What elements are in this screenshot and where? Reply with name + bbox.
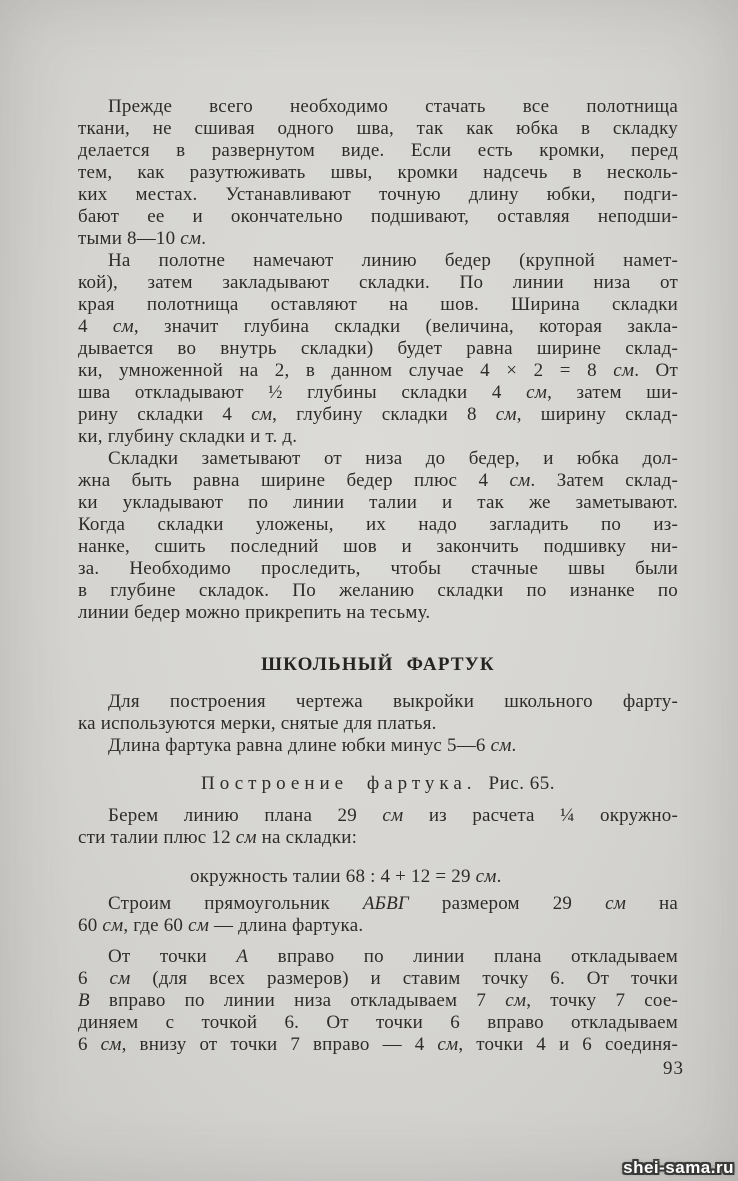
text-line: Берем линию плана 29 см из расчета ¼ окружно- bbox=[108, 805, 678, 826]
text-line: На полотне намечают линию бедер (крупной намет- bbox=[108, 250, 678, 271]
sub-heading bbox=[78, 773, 678, 795]
text-block bbox=[78, 96, 678, 1056]
text-line: диняем с точкой 6. От точки 6 вправо откладываем bbox=[78, 1012, 678, 1033]
text-line: линии бедер можно прикрепить на тесьму. bbox=[78, 602, 431, 623]
sub-heading-title: Построение фартука. bbox=[201, 773, 477, 794]
text-line: Когда складки уложены, их надо загладить по из- bbox=[78, 514, 678, 535]
text-line: Складки заметывают от низа до бедер, и юбка дол- bbox=[108, 448, 678, 469]
text-line: Строим прямоугольник АБВГ размером 29 см на bbox=[108, 893, 679, 914]
text-line: края полотнища оставляют на шов. Ширина складки bbox=[78, 294, 678, 315]
formula-line: окружность талии 68 : 4 + 12 = 29 см. bbox=[190, 866, 502, 887]
text-line: за. Необходимо проследить, чтобы стачные швы были bbox=[78, 558, 678, 579]
text-line: кой), затем закладывают складки. По линии низа от bbox=[78, 272, 678, 293]
text-line: В вправо по линии низа откладываем 7 см, точку 7 сое- bbox=[78, 990, 679, 1011]
text-line: 6 см (для всех размеров) и ставим точку 6. От точки bbox=[78, 968, 678, 989]
text-line: ки укладывают по линии талии и так же заметывают. bbox=[78, 492, 678, 513]
text-line: нанке, сшить последний шов и закончить подшивку ни- bbox=[78, 536, 678, 557]
text-line: делается в развернутом виде. Если есть кромки, перед bbox=[78, 140, 678, 161]
text-line: 4 см, значит глубина складки (величина, которая закла- bbox=[78, 316, 678, 337]
text-line: тыми 8—10 см. bbox=[78, 228, 207, 249]
paragraph bbox=[78, 691, 678, 735]
text-line: рину складки 4 см, глубину складки 8 см, ширину склад- bbox=[78, 404, 678, 425]
text-line: ких местах. Устанавливают точную длину юбки, подги- bbox=[78, 184, 678, 205]
text-line: дывается во внутрь складки) будет равна ширине склад- bbox=[78, 338, 678, 359]
watermark: shei-sama.ru bbox=[623, 1158, 734, 1177]
text-line: Длина фартука равна длине юбки минус 5—6 см. bbox=[108, 735, 517, 756]
figure-reference: Рис. 65. bbox=[488, 773, 555, 794]
text-line: шва откладывают ½ глубины складки 4 см, затем ши- bbox=[78, 382, 678, 403]
page-number: 93 bbox=[663, 1058, 684, 1079]
text-line: в глубине складок. По желанию складки по изнанке по bbox=[78, 580, 678, 601]
paragraph bbox=[78, 946, 678, 1056]
text-line: От точки А вправо по линии плана откладываем bbox=[108, 946, 679, 967]
text-line: бают ее и окончательно подшивают, оставляя неподши- bbox=[78, 206, 678, 227]
text-line: ткани, не сшивая одного шва, так как юбка в складку bbox=[78, 118, 678, 139]
text-line: ки, глубину складки и т. д. bbox=[78, 426, 298, 447]
paragraph bbox=[78, 250, 678, 448]
text-line: ка используются мерки, снятые для платья. bbox=[78, 713, 437, 734]
paragraph bbox=[78, 735, 678, 757]
text-line: жна быть равна ширине бедер плюс 4 см. Затем склад- bbox=[78, 470, 679, 491]
paragraph bbox=[78, 96, 678, 250]
text-line: Прежде всего необходимо стачать все полотнища bbox=[108, 96, 678, 117]
text-line: тем, как разутюживать швы, кромки надсечь в несколь- bbox=[78, 162, 678, 183]
text-line: 60 см, где 60 см — длина фартука. bbox=[78, 915, 364, 936]
text-line: ки, умноженной на 2, в данном случае 4 × 2 = 8 см. От bbox=[78, 360, 678, 381]
section-heading: ШКОЛЬНЫЙ ФАРТУК bbox=[261, 654, 495, 675]
paragraph bbox=[78, 893, 678, 937]
text-line: сти талии плюс 12 см на складки: bbox=[78, 827, 358, 848]
text-line: 6 см, внизу от точки 7 вправо — 4 см, точки 4 и 6 соединя- bbox=[78, 1034, 678, 1055]
paragraph bbox=[78, 448, 678, 624]
paragraph bbox=[78, 805, 678, 849]
text-line: Для построения чертежа выкройки школьного фарту- bbox=[108, 691, 678, 712]
